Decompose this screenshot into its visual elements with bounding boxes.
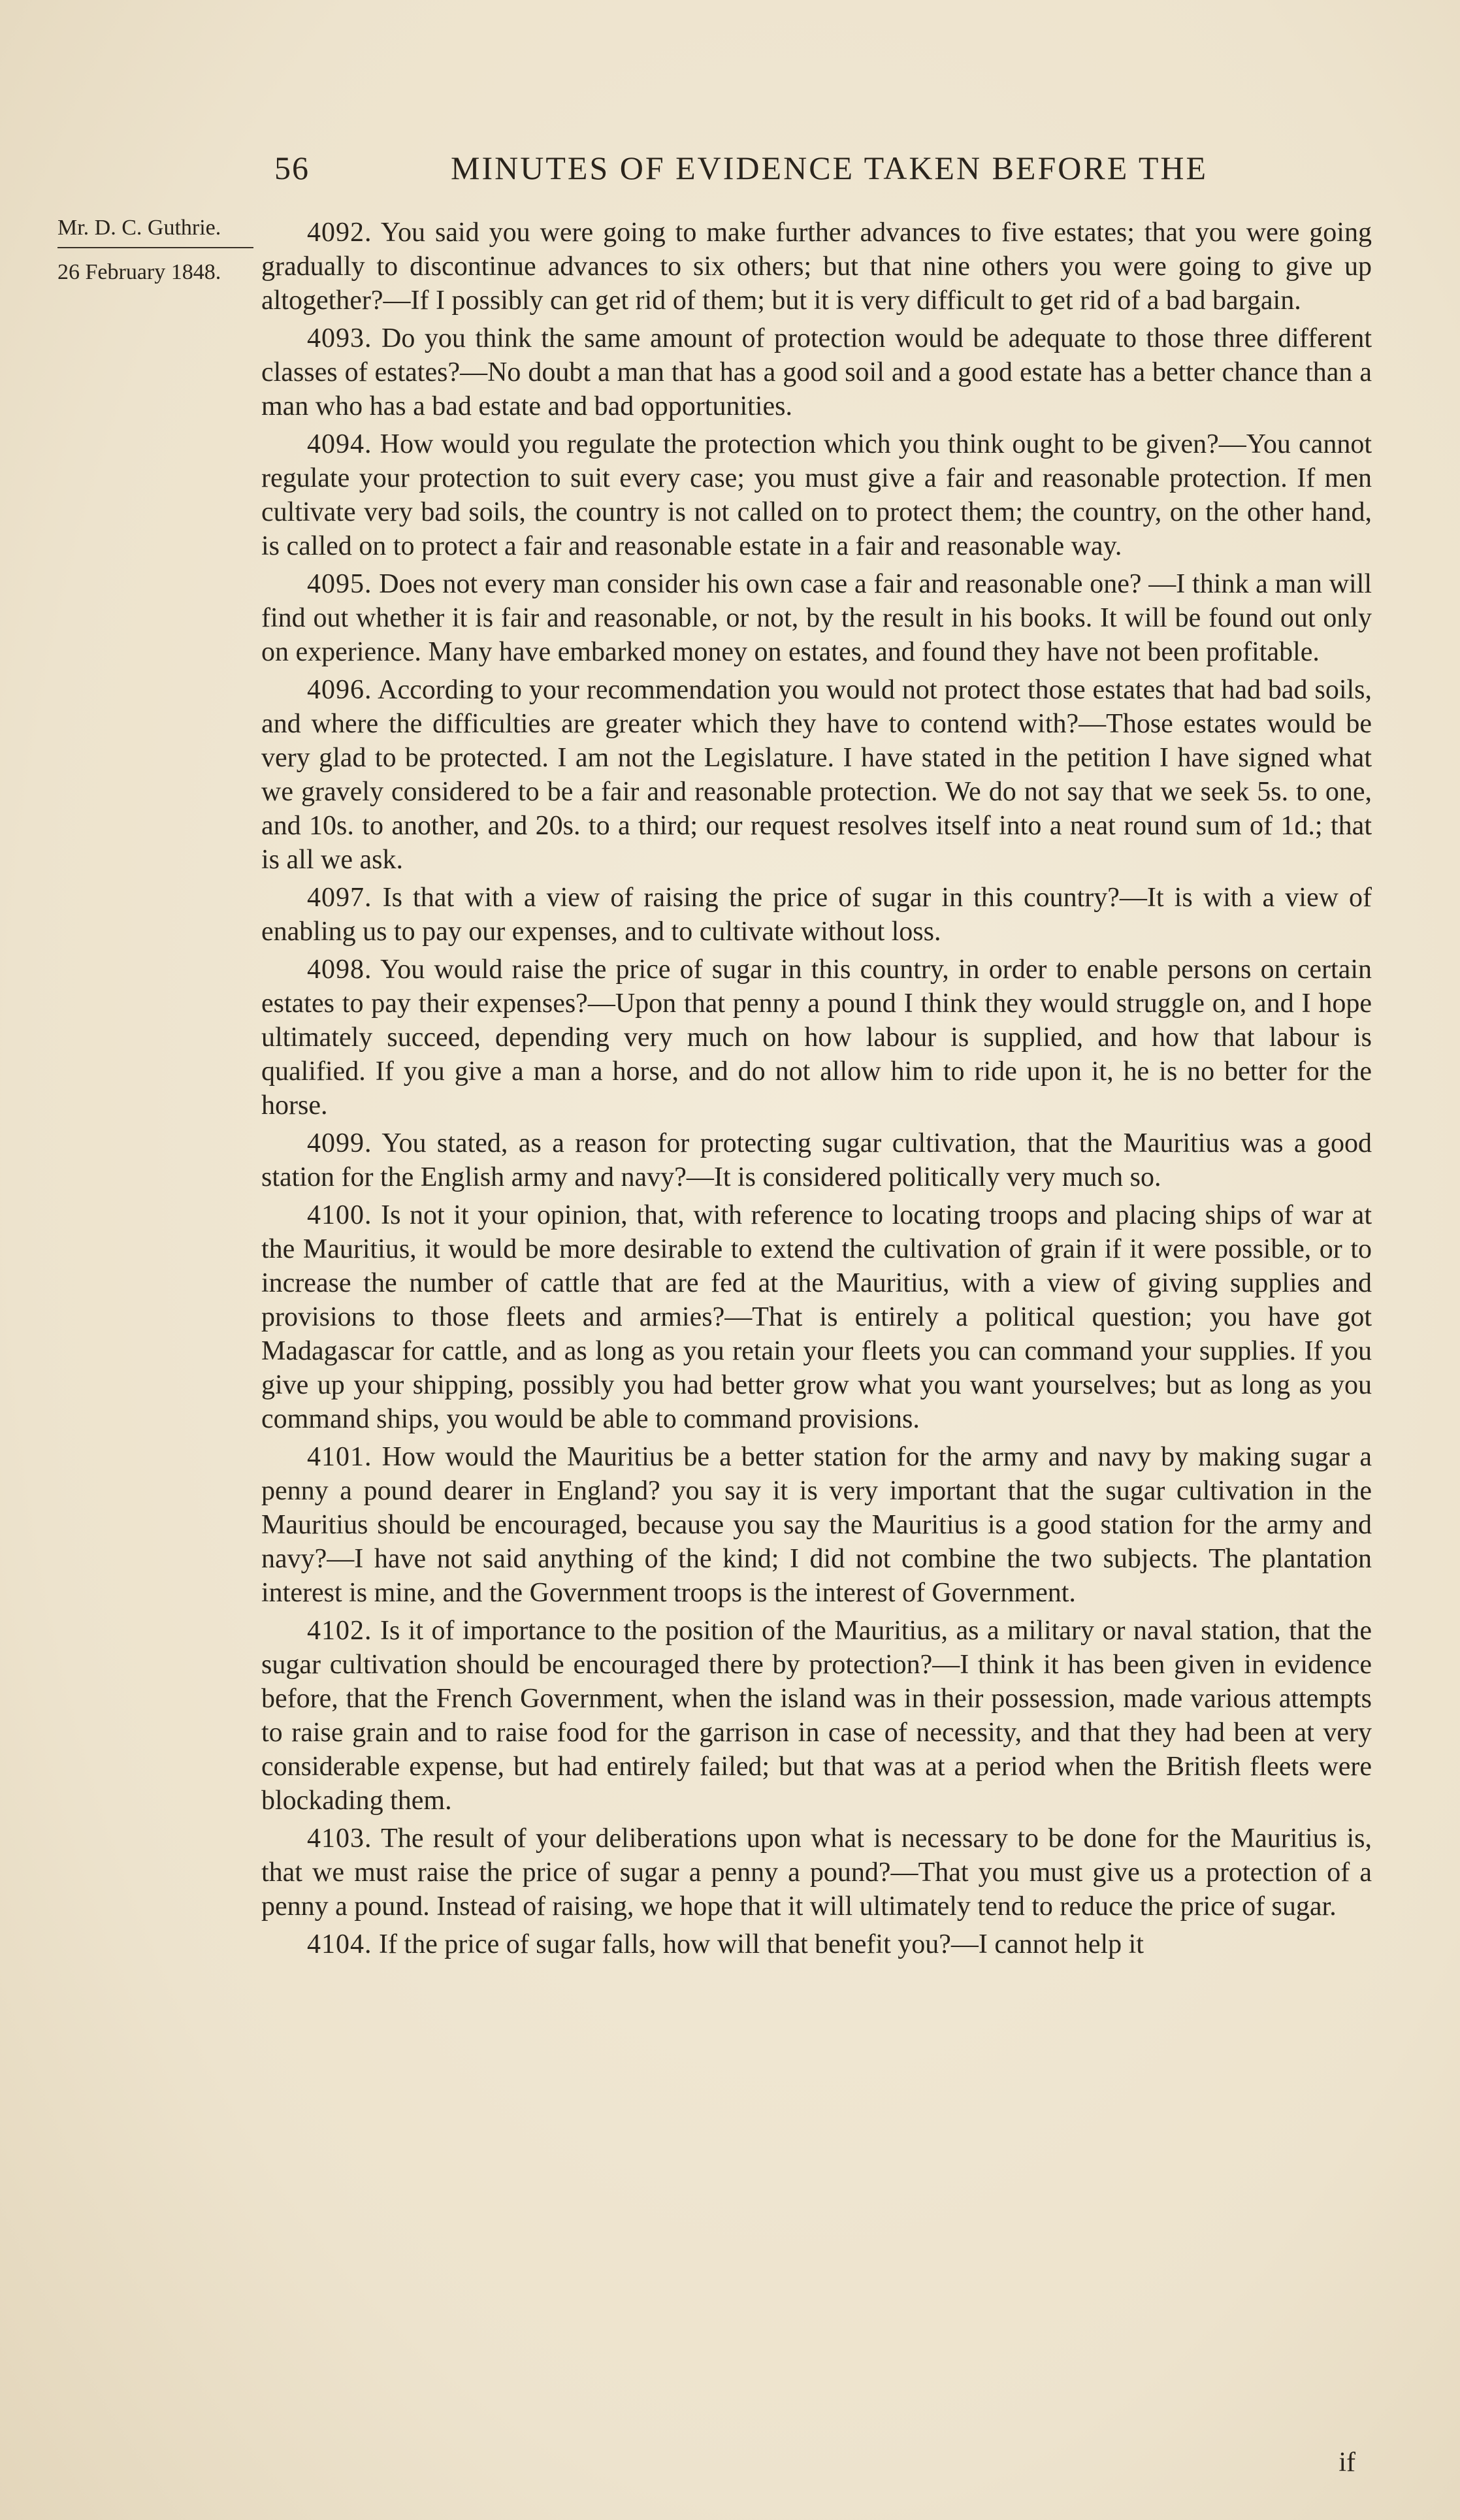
paragraph-text: You said you were going to make further advances to five estates; that you were going gradually to discontinue advances to six others; but that nine others you were going to give up altogether?—If I possibly can get rid of them; but it is very difficult to get rid of a bad bargain. (261, 218, 1372, 316)
paragraph-4100 (261, 1198, 1372, 1436)
margin-note (57, 216, 267, 285)
question-number: 4097. (307, 883, 372, 913)
paragraph-text: Do you think the same amount of protection would be adequate to those three different classes of estates?—No doubt a man that has a good soil and a good estate has a better chance than a man who has a bad estate and bad opportunities. (261, 323, 1372, 421)
paragraph-text: How would you regulate the protection which you think ought to be given?—You cannot regulate your protection to suit every case; you must give a fair and reasonable protection. If men cultivate very bad soils, the country is not called on to protect them; the country, on the other hand, is called on to protect a fair and reasonable estate in a fair and reasonable way. (261, 429, 1372, 561)
paragraph-text: You would raise the price of sugar in this country, in order to enable persons on certain estates to pay their expenses?—Upon that penny a pound I think they would struggle on, and I hope ultimately succeed, depending very much on how labour is supplied, and how that labour is qualified. If you give a man a horse, and do not allow him to ride upon it, he is no better for the horse. (261, 955, 1372, 1121)
question-number: 4103. (307, 1824, 372, 1854)
question-number: 4101. (307, 1442, 372, 1472)
paragraph-4092 (261, 216, 1372, 318)
witness-name: Mr. D. C. Guthrie. (57, 216, 253, 248)
running-header (274, 149, 1385, 201)
paragraph-4097 (261, 881, 1372, 949)
paragraph-4093 (261, 321, 1372, 423)
catchword: if (1338, 2447, 1355, 2478)
paragraph-text: Is that with a view of raising the price of sugar in this country?—It is with a view of enabling us to pay our expenses, and to cultivate without loss. (261, 883, 1372, 947)
running-title: MINUTES OF EVIDENCE TAKEN BEFORE THE (451, 150, 1209, 186)
paragraph-4102 (261, 1614, 1372, 1818)
question-number: 4099. (307, 1128, 372, 1158)
paragraph-text: You stated, as a reason for protecting sugar cultivation, that the Mauritius was a good station for the English army and navy?—It is considered politically very much so. (261, 1128, 1372, 1192)
question-number: 4094. (307, 429, 372, 459)
question-number: 4095. (307, 569, 372, 599)
paragraph-4096 (261, 673, 1372, 877)
paragraph-text: Does not every man consider his own case a fair and reasonable one? —I think a man will find out whether it is fair and reasonable, or not, by the result in his books. It will be found out only on experience. Many have embarked money on estates, and found they have not been profitable. (261, 569, 1372, 667)
question-number: 4098. (307, 955, 372, 985)
paragraph-4101 (261, 1440, 1372, 1610)
paragraph-4099 (261, 1126, 1372, 1194)
paragraph-4094 (261, 427, 1372, 563)
paragraph-text: If the price of sugar falls, how will that benefit you?—I cannot help it (379, 1929, 1144, 1959)
question-number: 4093. (307, 323, 372, 353)
page-number: 56 (274, 150, 310, 186)
question-number: 4100. (307, 1200, 372, 1230)
question-number: 4102. (307, 1616, 372, 1646)
evidence-body (261, 216, 1372, 1965)
paragraph-4098 (261, 953, 1372, 1122)
paragraph-4104 (261, 1927, 1372, 1961)
question-number: 4104. (307, 1929, 372, 1959)
paragraph-text: Is it of importance to the position of the Mauritius, as a military or naval station, that the sugar cultivation should be encouraged there by protection?—I think it has been given in evidence before, that the French Government, when the island was in their possession, made various attempts to raise grain and to raise food for the garrison in case of necessity, and that they had been at very considerable expense, but had entirely failed; but that was at a period when the British fleets were blockading them. (261, 1616, 1372, 1816)
paragraph-text: According to your recommendation you would not protect those estates that had bad soils, and where the difficulties are greater which they have to contend with?—Those estates would be very glad to be protected. I am not the Legislature. I have stated in the petition I have signed what we gravely considered to be a fair and reasonable protection. We do not say that we seek 5s. to one, and 10s. to another, and 20s. to a third; our request resolves itself into a neat round sum of 1d.; that is all we ask. (261, 675, 1372, 875)
paragraph-4103 (261, 1822, 1372, 1923)
question-number: 4096. (307, 675, 372, 705)
hearing-date: 26 February 1848. (57, 260, 221, 284)
paragraph-4095 (261, 567, 1372, 669)
paragraph-text: The result of your deliberations upon what is necessary to be done for the Mauritius is, that we must raise the price of sugar a penny a pound?—That you must give us a protection of a penny a pound. Instead of raising, we hope that it will ultimately tend to reduce the price of sugar. (261, 1824, 1372, 1922)
question-number: 4092. (307, 218, 372, 248)
paragraph-text: How would the Mauritius be a better station for the army and navy by making sugar a penny a pound dearer in England? you say it is very important that the sugar cultivation in the Mauritius should be encouraged, because you say the Mauritius is a good station for the army and navy?—I have not said anything of the kind; I did not combine the two subjects. The plantation interest is mine, and the Government troops is the interest of Government. (261, 1442, 1372, 1608)
paragraph-text: Is not it your opinion, that, with reference to locating troops and placing ships of war at the Mauritius, it would be more desirable to extend the cultivation of grain if it were possible, or to increase the number of cattle that are fed at the Mauritius, with a view of giving supplies and provisions to those fleets and armies?—That is entirely a political question; you have got Madagascar for cattle, and as long as you retain your fleets you can command your supplies. If you give up your shipping, possibly you had better grow what you want yourselves; but as long as you command ships, you would be able to command provisions. (261, 1200, 1372, 1434)
